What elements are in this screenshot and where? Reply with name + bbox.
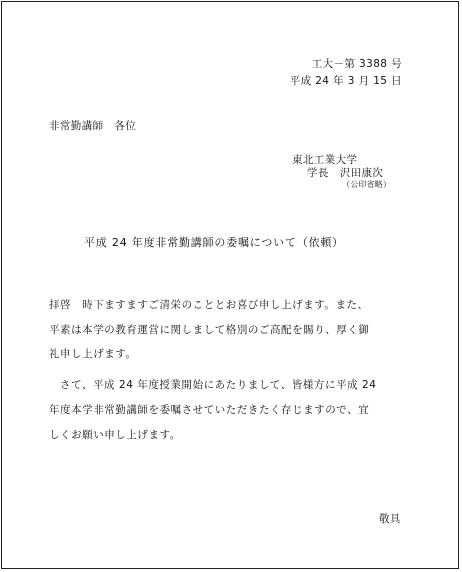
sender-name: 学長 沢田康次 (307, 167, 384, 179)
letter-subject: 平成 24 年度非常勤講師の委嘱について（依頼） (84, 236, 344, 249)
body-line: 礼申し上げます。 (49, 348, 137, 360)
closing-remark: 敬具 (379, 513, 401, 525)
body-line: さて、平成 24 年度授業開始にあたりまして、皆様方に平成 24 (49, 379, 377, 391)
body-line: 拝啓 時下ますますご清栄のこととお喜び申し上げます。また、 (49, 299, 369, 311)
sender-organization: 東北工業大学 (292, 154, 358, 166)
body-line: 年度本学非常勤講師を委嘱させていただきたく存じますので、宜 (49, 404, 370, 416)
document-date: 平成 24 年 3 月 15 日 (289, 75, 402, 87)
letter-page (1, 1, 459, 569)
body-line: しくお願い申し上げます。 (49, 429, 181, 441)
document-number: 工大－第 3388 号 (311, 58, 402, 70)
seal-omitted-note: （公印省略） (342, 180, 392, 189)
addressee: 非常勤講師 各位 (49, 120, 137, 132)
body-line: 平素は本学の教育運営に関しまして格別のご高配を賜り、厚く御 (49, 324, 370, 336)
